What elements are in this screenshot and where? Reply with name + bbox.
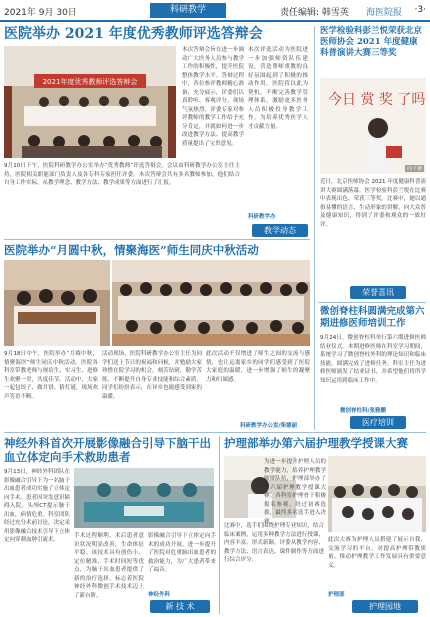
divider: [4, 432, 426, 433]
article2-photo-right: [112, 260, 310, 346]
article4-col1: 为进一步提升护理人员的教学能力，培养护理教学师资队伍，护理部举办了第六届护理教学授课大赛。各科室护理骨干积极报名参赛，经过初赛选拔，最终多名选手进入决赛。: [264, 459, 326, 525]
honor-calligraphy: 今日 赏 奖 了吗: [328, 92, 426, 108]
article1-headline: 医院举办 2021 年度优秀教师评选答辩会: [4, 26, 263, 42]
article2-col3: 此次活动不仅增进了师生之间的交流与感情，也让远离家乡的同学们感受到了医院大家庭的温暖，进一步增强了师生的凝聚力和归属感。: [206, 351, 310, 383]
article3-headline: 神经外科首次开展影像融合引导下脑干出血立体定向手术救助患者: [4, 436, 211, 464]
article1-col1: 9月10日下午，医院科研教学办公室举办“优秀教师”评选答辩会。会议由科研教学办公室主任主持，医院相关职能部门负责人及各专科专家担任评委。本次答辩会共有多名教师参加，他们结合自身工作实际，从教学理念、教学方法、教学成果等方面进行了汇报。: [4, 163, 240, 186]
article1-photo: [4, 46, 176, 158]
honor-photo: [320, 78, 426, 174]
article3-byline: 神经外科: [148, 592, 171, 598]
article2-col2: 活动现场，医院科研教学办公室主任为同学们送上节日的祝福和问候，并勉励大家珍惜在院学习的机会，刻苦钻研、勤学苦练，不断提升自身专业技能和综合素质。同学们纷纷表示，在异乡也能感受到家的温暖。: [102, 351, 202, 400]
article4-col3: 此次大赛为护理人员搭建了展示自我、交流学习的平台，对提高护理带教质量、推动护理教学工作发展具有重要意义。: [328, 537, 426, 569]
honor-text: 近日，北京医师协会 2021 年度健康科普演讲大赛圆满落幕。医学检验科彭兰悦在比赛中表现出色，荣获三等奖。比赛中，她以通俗易懂的语言、生动形象的讲解，向大众普及健康知识，得到了评委和观众的一致好评。: [320, 179, 426, 228]
article1-byline: 科研教学办: [248, 214, 276, 220]
article3-photo: [74, 468, 214, 528]
article1-col2: 本次答辩会旨在进一步调动广大医务人员参与教学工作的积极性，提升医院整体教学水平。答辩过程中，各位参评教师精心准备、充分展示，评委们认真聆听、客观评分，现场气氛热烈。评委专家对参评教师的教学工作给予充分肯定，并就如何进一步改进教学方法、提高教学质量提出了宝贵意见。: [182, 47, 244, 147]
training-byline: 微创脊柱科/张雅鹏: [340, 408, 387, 414]
issue-date: 2021年 9月 30日: [4, 8, 77, 18]
page-number: ·3·: [414, 5, 426, 15]
article4-col2: 比赛中，选手们围绕护理专业知识，结合临床案例，运用多种教学方法进行授课，内容丰富、形式新颖。评委从教学内容、教学方法、语言表达、课件制作等方面进行综合评分。: [224, 523, 324, 563]
page-header: [0, 0, 430, 22]
honor-headline: 医学检验科彭兰悦荣获北京医师协会 2021 年度健康科普演讲大赛三等奖: [320, 26, 423, 58]
article1-banner: 2021年度优秀教师评选答辩会: [42, 78, 138, 86]
divider: [4, 239, 310, 240]
article2-headline: 医院举办“月圆中秋，情聚海医”师生同庆中秋活动: [4, 243, 259, 257]
article4-headline: 护理部举办第六届护理教学授课大赛: [224, 436, 408, 450]
article2-byline: 科研教学办公室/柴德丽: [240, 423, 298, 429]
article1-col3: 本次评选活动为医院进一步加强师资队伍建设，营造尊师重教的良好氛围起到了积极的推动作用。医院将以此为契机，不断完善教学管理体系，激励更多医务人员积极投身教学工作，为培养优秀医学人才贡献力量。: [248, 47, 308, 130]
photo-credit: 向下兼: [406, 166, 422, 172]
divider: [219, 436, 220, 614]
tag-new-technology: 新 技 术: [150, 600, 210, 613]
divider: [314, 26, 315, 430]
paper-name: 海医院报: [366, 8, 403, 18]
article2-photo-left: [4, 260, 110, 346]
editor-credit: 责任编辑: 韩雪英: [280, 8, 349, 18]
tag-medical-training: 医疗培训: [350, 416, 406, 429]
article3-col3: 影像融合引导下立体定向手术的成功开展，进一步提升了医院对危重脑出血患者的救治能力，为广大患者带来了福音。: [148, 533, 216, 573]
article2-col1: 9月18日中午，医院举办“月圆中秋，情聚海医”师生同庆中秋活动。医院各科室带教老师与规培生、实习生、进修生欢聚一堂，共度佳节。活动中，大家一起包饺子、做月饼、猜灯谜，现场欢声笑语不断。: [4, 351, 98, 400]
training-headline: 微创脊柱科圆满完成第六期进修医师培训工作: [320, 306, 425, 329]
divider: [318, 302, 426, 303]
article3-col1: 9月13日，神经外科团队在影像融合引导下为一名脑干出血患者成功实施了立体定向手术。患者因突发意识障碍入院，头颅CT提示脑干出血，病情危重。科室团队经过充分术前讨论，决定采用影像融合技术引导下立体定向穿刺血肿引流术。: [4, 469, 70, 543]
article4-byline: 护理部: [328, 592, 345, 598]
article3-col2: 手术过程顺利，术后患者意识状况明显改善，生命体征平稳。该技术具有创伤小、定位精准、手术时间短等优点，为脑干出血患者提供了新的治疗选择，标志着医院神经外科微创手术技术迈上了新台阶。: [74, 533, 144, 599]
section-title: 科研教学: [150, 3, 226, 18]
article4-photo-right: [328, 456, 426, 532]
training-text: 9月24日，微创脊柱科举行第六期进修医师结业仪式。本期进修医师在科室学习期间，系统学习了微创脊柱外科的理论知识和临床技能，圆满完成了进修任务。科室主任为进修医师颁发了结业证书，并希望他们将所学知识运用到临床工作中。: [320, 335, 426, 384]
tag-honor-news: 荣誉喜讯: [350, 286, 406, 299]
tag-teaching-news: 教学动态: [252, 224, 308, 237]
tag-nursing-garden: 护理园地: [352, 600, 418, 613]
